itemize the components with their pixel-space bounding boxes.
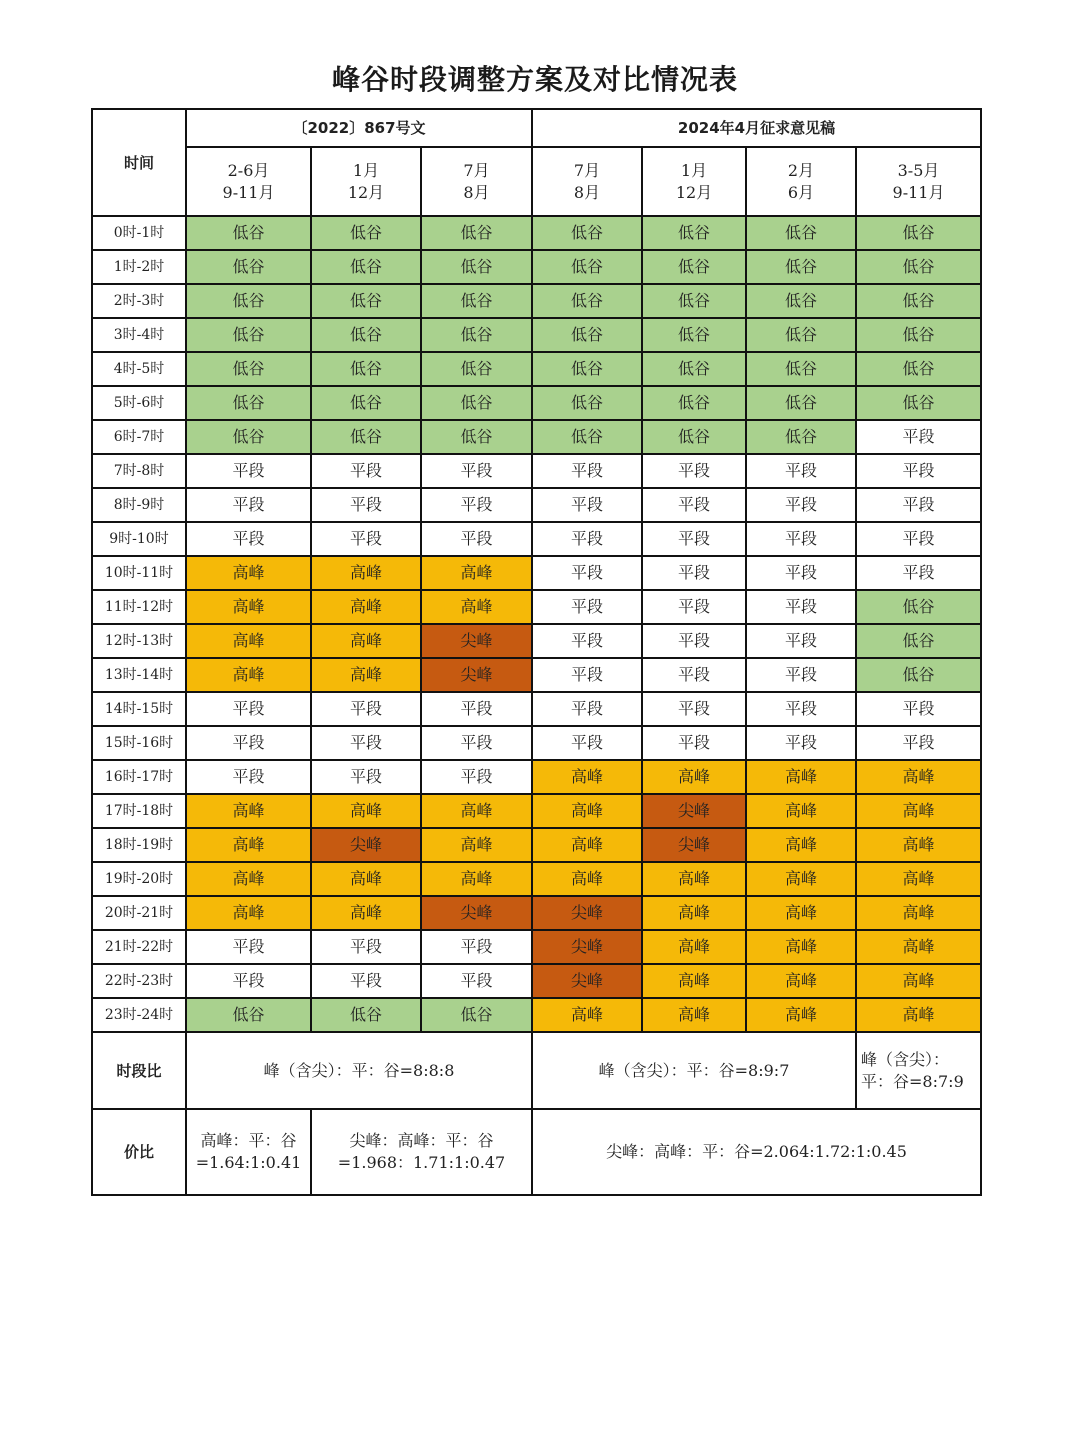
period-cell: 高峰 <box>186 658 311 692</box>
period-cell: 低谷 <box>186 352 311 386</box>
period-cell: 低谷 <box>421 216 532 250</box>
period-cell: 低谷 <box>186 998 311 1032</box>
period-cell: 低谷 <box>746 420 856 454</box>
period-cell: 高峰 <box>311 624 421 658</box>
table-row <box>92 318 981 352</box>
price-ratio-2022-a: 高峰：平：谷 =1.64:1:0.41 <box>186 1109 311 1195</box>
period-cell: 低谷 <box>856 352 981 386</box>
price-ratio-2024: 尖峰：高峰：平：谷=2.064:1.72:1:0.45 <box>532 1109 981 1195</box>
period-cell: 低谷 <box>532 318 642 352</box>
period-cell: 平段 <box>186 964 311 998</box>
time-cell: 5时-6时 <box>92 386 186 420</box>
period-cell: 高峰 <box>856 998 981 1032</box>
period-cell: 尖峰 <box>421 658 532 692</box>
period-cell: 高峰 <box>746 930 856 964</box>
period-cell: 尖峰 <box>642 828 746 862</box>
period-cell: 平段 <box>311 726 421 760</box>
period-cell: 高峰 <box>856 760 981 794</box>
period-cell: 平段 <box>642 488 746 522</box>
period-cell: 平段 <box>746 658 856 692</box>
period-cell: 高峰 <box>856 896 981 930</box>
period-cell: 低谷 <box>642 250 746 284</box>
price-ratio-2022-b: 尖峰：高峰：平：谷 =1.968：1.71:1:0.47 <box>311 1109 532 1195</box>
period-cell: 平段 <box>746 692 856 726</box>
period-cell: 低谷 <box>856 386 981 420</box>
table-row <box>92 454 981 488</box>
period-cell: 低谷 <box>746 284 856 318</box>
period-cell: 高峰 <box>642 964 746 998</box>
group-header-2022: 〔2022〕867号文 <box>186 109 532 147</box>
period-cell: 高峰 <box>186 590 311 624</box>
period-cell: 低谷 <box>856 658 981 692</box>
period-cell: 平段 <box>746 624 856 658</box>
table-row <box>92 760 981 794</box>
month-header: 7月 8月 <box>532 147 642 216</box>
period-cell: 低谷 <box>642 352 746 386</box>
period-cell: 平段 <box>856 522 981 556</box>
table-row <box>92 250 981 284</box>
period-cell: 高峰 <box>856 794 981 828</box>
period-cell: 高峰 <box>421 862 532 896</box>
month-header: 1月 12月 <box>642 147 746 216</box>
page-title: 峰谷时段调整方案及对比情况表 <box>331 63 738 96</box>
period-cell: 平段 <box>311 454 421 488</box>
table-row <box>92 488 981 522</box>
period-cell: 高峰 <box>642 930 746 964</box>
time-cell: 19时-20时 <box>92 862 186 896</box>
period-cell: 高峰 <box>421 590 532 624</box>
time-cell: 1时-2时 <box>92 250 186 284</box>
group-header-2024: 2024年4月征求意见稿 <box>532 109 981 147</box>
time-cell: 4时-5时 <box>92 352 186 386</box>
table-row <box>92 522 981 556</box>
period-cell: 高峰 <box>746 760 856 794</box>
time-cell: 3时-4时 <box>92 318 186 352</box>
time-cell: 14时-15时 <box>92 692 186 726</box>
period-cell: 尖峰 <box>532 930 642 964</box>
table-row <box>92 896 981 930</box>
period-cell: 平段 <box>642 658 746 692</box>
period-cell: 低谷 <box>421 284 532 318</box>
period-cell: 低谷 <box>421 250 532 284</box>
period-cell: 低谷 <box>532 216 642 250</box>
period-cell: 低谷 <box>311 318 421 352</box>
period-cell: 尖峰 <box>311 828 421 862</box>
period-cell: 高峰 <box>532 828 642 862</box>
period-cell: 低谷 <box>311 216 421 250</box>
time-cell: 22时-23时 <box>92 964 186 998</box>
period-cell: 高峰 <box>746 896 856 930</box>
table-row <box>92 794 981 828</box>
period-cell: 低谷 <box>856 318 981 352</box>
ratio-2024-spring-autumn: 峰（含尖）： 平：谷=8:7:9 <box>856 1032 981 1109</box>
table-row <box>92 352 981 386</box>
period-cell: 高峰 <box>311 896 421 930</box>
period-cell: 平段 <box>532 488 642 522</box>
period-cell: 低谷 <box>311 284 421 318</box>
period-cell: 低谷 <box>532 352 642 386</box>
table-row <box>92 692 981 726</box>
period-cell: 高峰 <box>532 998 642 1032</box>
period-cell: 平段 <box>642 454 746 488</box>
period-cell: 低谷 <box>642 386 746 420</box>
period-cell: 低谷 <box>856 250 981 284</box>
period-cell: 平段 <box>186 930 311 964</box>
month-header: 1月 12月 <box>311 147 421 216</box>
period-cell: 低谷 <box>856 216 981 250</box>
period-cell: 高峰 <box>642 998 746 1032</box>
time-cell: 6时-7时 <box>92 420 186 454</box>
period-cell: 平段 <box>856 488 981 522</box>
table-row <box>92 998 981 1032</box>
period-cell: 低谷 <box>642 420 746 454</box>
period-cell: 平段 <box>642 692 746 726</box>
period-cell: 平段 <box>532 726 642 760</box>
period-cell: 平段 <box>746 590 856 624</box>
period-cell: 平段 <box>532 522 642 556</box>
period-cell: 平段 <box>421 454 532 488</box>
period-cell: 低谷 <box>642 284 746 318</box>
period-cell: 高峰 <box>421 828 532 862</box>
period-cell: 高峰 <box>421 556 532 590</box>
table-row <box>92 862 981 896</box>
period-cell: 低谷 <box>186 250 311 284</box>
time-cell: 0时-1时 <box>92 216 186 250</box>
period-cell: 高峰 <box>746 998 856 1032</box>
period-cell: 平段 <box>421 930 532 964</box>
period-cell: 高峰 <box>746 862 856 896</box>
time-cell: 10时-11时 <box>92 556 186 590</box>
time-cell: 20时-21时 <box>92 896 186 930</box>
period-cell: 低谷 <box>311 386 421 420</box>
period-cell: 平段 <box>186 726 311 760</box>
period-cell: 低谷 <box>311 352 421 386</box>
period-cell: 低谷 <box>746 386 856 420</box>
table-row <box>92 420 981 454</box>
period-cell: 平段 <box>186 692 311 726</box>
period-cell: 平段 <box>186 760 311 794</box>
month-header: 2月 6月 <box>746 147 856 216</box>
period-cell: 高峰 <box>856 930 981 964</box>
time-header: 时间 <box>92 109 186 216</box>
period-cell: 尖峰 <box>532 964 642 998</box>
period-cell: 高峰 <box>856 828 981 862</box>
table-row <box>92 590 981 624</box>
table-row <box>92 828 981 862</box>
period-cell: 低谷 <box>421 352 532 386</box>
table-row <box>92 624 981 658</box>
period-cell: 平段 <box>311 964 421 998</box>
period-cell: 平段 <box>642 556 746 590</box>
price-label: 价比 <box>92 1109 186 1195</box>
period-cell: 平段 <box>421 726 532 760</box>
period-cell: 低谷 <box>421 318 532 352</box>
period-cell: 低谷 <box>532 250 642 284</box>
period-cell: 平段 <box>532 658 642 692</box>
period-cell: 高峰 <box>532 794 642 828</box>
ratio-2024: 峰（含尖）：平：谷=8:9:7 <box>532 1032 856 1109</box>
period-cell: 低谷 <box>186 216 311 250</box>
period-cell: 平段 <box>421 692 532 726</box>
period-cell: 低谷 <box>311 420 421 454</box>
month-header: 2-6月 9-11月 <box>186 147 311 216</box>
period-cell: 高峰 <box>532 862 642 896</box>
time-cell: 7时-8时 <box>92 454 186 488</box>
period-cell: 低谷 <box>856 590 981 624</box>
period-cell: 高峰 <box>746 828 856 862</box>
period-cell: 低谷 <box>421 420 532 454</box>
time-cell: 8时-9时 <box>92 488 186 522</box>
period-cell: 平段 <box>532 624 642 658</box>
period-cell: 平段 <box>311 760 421 794</box>
period-cell: 平段 <box>311 522 421 556</box>
period-cell: 低谷 <box>856 624 981 658</box>
period-cell: 高峰 <box>311 794 421 828</box>
period-cell: 平段 <box>421 964 532 998</box>
period-cell: 高峰 <box>421 794 532 828</box>
time-cell: 11时-12时 <box>92 590 186 624</box>
period-cell: 平段 <box>642 590 746 624</box>
period-cell: 高峰 <box>186 896 311 930</box>
time-cell: 15时-16时 <box>92 726 186 760</box>
period-cell: 平段 <box>746 488 856 522</box>
month-header: 7月 8月 <box>421 147 532 216</box>
period-cell: 高峰 <box>642 896 746 930</box>
time-cell: 13时-14时 <box>92 658 186 692</box>
period-cell: 低谷 <box>421 386 532 420</box>
time-cell: 17时-18时 <box>92 794 186 828</box>
period-cell: 高峰 <box>856 862 981 896</box>
period-cell: 平段 <box>186 522 311 556</box>
period-cell: 低谷 <box>746 250 856 284</box>
period-cell: 平段 <box>421 522 532 556</box>
table-row <box>92 658 981 692</box>
period-cell: 低谷 <box>746 318 856 352</box>
period-cell: 低谷 <box>311 250 421 284</box>
table-row <box>92 284 981 318</box>
period-cell: 高峰 <box>186 624 311 658</box>
period-cell: 平段 <box>856 420 981 454</box>
period-cell: 平段 <box>532 454 642 488</box>
period-cell: 平段 <box>532 590 642 624</box>
period-cell: 高峰 <box>311 658 421 692</box>
period-cell: 高峰 <box>311 590 421 624</box>
period-cell: 高峰 <box>642 862 746 896</box>
period-cell: 低谷 <box>642 318 746 352</box>
ratio-label: 时段比 <box>92 1032 186 1109</box>
table-row <box>92 930 981 964</box>
period-cell: 低谷 <box>746 216 856 250</box>
period-cell: 平段 <box>642 624 746 658</box>
period-cell: 低谷 <box>311 998 421 1032</box>
period-cell: 尖峰 <box>421 896 532 930</box>
period-cell: 高峰 <box>186 862 311 896</box>
period-cell: 低谷 <box>532 420 642 454</box>
time-cell: 21时-22时 <box>92 930 186 964</box>
period-cell: 尖峰 <box>421 624 532 658</box>
time-cell: 18时-19时 <box>92 828 186 862</box>
period-cell: 高峰 <box>186 828 311 862</box>
time-cell: 12时-13时 <box>92 624 186 658</box>
month-header: 3-5月 9-11月 <box>856 147 981 216</box>
period-cell: 平段 <box>311 930 421 964</box>
period-cell: 平段 <box>746 522 856 556</box>
tou-comparison-table <box>91 108 982 1196</box>
time-cell: 9时-10时 <box>92 522 186 556</box>
time-cell: 2时-3时 <box>92 284 186 318</box>
period-cell: 低谷 <box>532 284 642 318</box>
period-cell: 平段 <box>856 692 981 726</box>
period-cell: 高峰 <box>186 556 311 590</box>
period-cell: 高峰 <box>186 794 311 828</box>
period-cell: 平段 <box>532 556 642 590</box>
period-cell: 高峰 <box>311 556 421 590</box>
period-cell: 高峰 <box>532 760 642 794</box>
table-row <box>92 216 981 250</box>
period-cell: 低谷 <box>186 386 311 420</box>
period-cell: 平段 <box>186 454 311 488</box>
period-cell: 低谷 <box>186 420 311 454</box>
period-cell: 平段 <box>642 522 746 556</box>
table-row <box>92 386 981 420</box>
period-cell: 平段 <box>642 726 746 760</box>
period-cell: 低谷 <box>532 386 642 420</box>
period-cell: 低谷 <box>642 216 746 250</box>
period-cell: 平段 <box>746 726 856 760</box>
period-cell: 平段 <box>421 488 532 522</box>
period-cell: 平段 <box>856 454 981 488</box>
table-row <box>92 556 981 590</box>
period-cell: 高峰 <box>856 964 981 998</box>
period-cell: 平段 <box>856 556 981 590</box>
period-cell: 平段 <box>856 726 981 760</box>
period-cell: 高峰 <box>642 760 746 794</box>
period-cell: 低谷 <box>421 998 532 1032</box>
period-cell: 平段 <box>311 692 421 726</box>
table-row <box>92 726 981 760</box>
ratio-2022: 峰（含尖）：平：谷=8:8:8 <box>186 1032 532 1109</box>
table-row <box>92 964 981 998</box>
period-cell: 平段 <box>746 454 856 488</box>
period-cell: 低谷 <box>746 352 856 386</box>
period-cell: 尖峰 <box>642 794 746 828</box>
period-cell: 高峰 <box>746 794 856 828</box>
period-cell: 低谷 <box>856 284 981 318</box>
period-cell: 低谷 <box>186 318 311 352</box>
time-cell: 16时-17时 <box>92 760 186 794</box>
period-cell: 高峰 <box>311 862 421 896</box>
period-cell: 平段 <box>746 556 856 590</box>
period-cell: 平段 <box>186 488 311 522</box>
period-cell: 尖峰 <box>532 896 642 930</box>
period-cell: 平段 <box>532 692 642 726</box>
period-cell: 平段 <box>421 760 532 794</box>
period-cell: 低谷 <box>186 284 311 318</box>
period-cell: 高峰 <box>746 964 856 998</box>
time-cell: 23时-24时 <box>92 998 186 1032</box>
period-cell: 平段 <box>311 488 421 522</box>
